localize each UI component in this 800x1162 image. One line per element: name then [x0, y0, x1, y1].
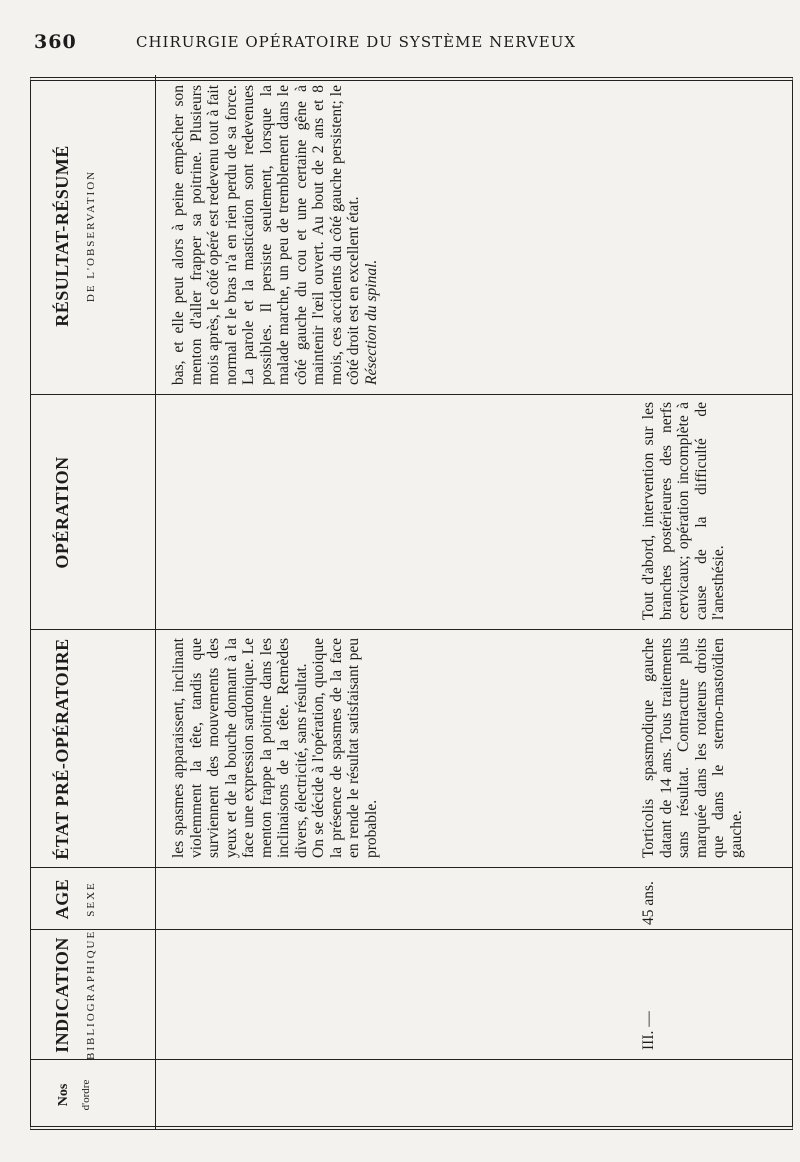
header-resultat: RÉSULTAT-RÉSUMÉ DE L'OBSERVATION: [52, 145, 97, 327]
rotated-table: [30, 75, 795, 1130]
header-etat: ÉTAT PRÉ-OPÉRATOIRE: [52, 638, 72, 860]
running-title: CHIRURGIE OPÉRATOIRE DU SYSTÈME NERVEUX: [136, 33, 577, 51]
row2-operation: Tout d'abord, intervention sur les branches postérieures des nerfs cervicaux; opération incomplète à cause de la difficulté de l'anesthésie.: [640, 402, 727, 620]
header-age: AGE SEXE: [52, 878, 97, 920]
page-number: 360: [34, 31, 77, 53]
row1-etat: les spasmes apparaissent, inclinant violemment la tête, tandis que surviennent des mouvements des yeux et de la bouche donnant à la face une expression sardonique. Le menton frappe la poitrine dans les inclinaisons de la tête. Remèdes divers, électricité, sans résultat. On se décide à l'opération, quoique la présence de spasmes de la face en rende le résultat satisfaisant peu probable.: [170, 638, 380, 858]
row2-indication: III. —: [640, 1011, 657, 1050]
row2-etat: Torticolis spasmodique gauche datant de 14 ans. Tous traitements sans résultat. Contracture plus marquée dans les rotateurs droits que dans le sterno-mastoïdien gauche.: [640, 638, 745, 858]
header-indication: INDICATION BIBLIOGRAPHIQUE: [52, 929, 97, 1060]
header-operation: OPÉRATION: [52, 456, 72, 569]
header-rule: [155, 75, 156, 1130]
page-header: [0, 28, 800, 58]
header-nos: Nos d'ordre: [56, 1079, 92, 1111]
row1-resultat: bas, et elle peut alors à peine empêcher son menton d'aller frapper sa poitrine. Plusieurs mois après, le côté opéré est redevenu tout à fait normal et le bras n'a en rien perdu de sa force. La parole et la mastication sont redevenues possibles. Il persiste seulement, lorsque la malade marche, un peu de tremblement dans le côté gauche du cou et une certaine gêne à maintenir l'œil ouvert. Au bout de 2 ans et 8 mois, ces accidents du côté gauche persistent; le côté droit est en excellent état. Résection du spinal.: [170, 85, 380, 385]
row2-age: 45 ans.: [640, 881, 657, 925]
